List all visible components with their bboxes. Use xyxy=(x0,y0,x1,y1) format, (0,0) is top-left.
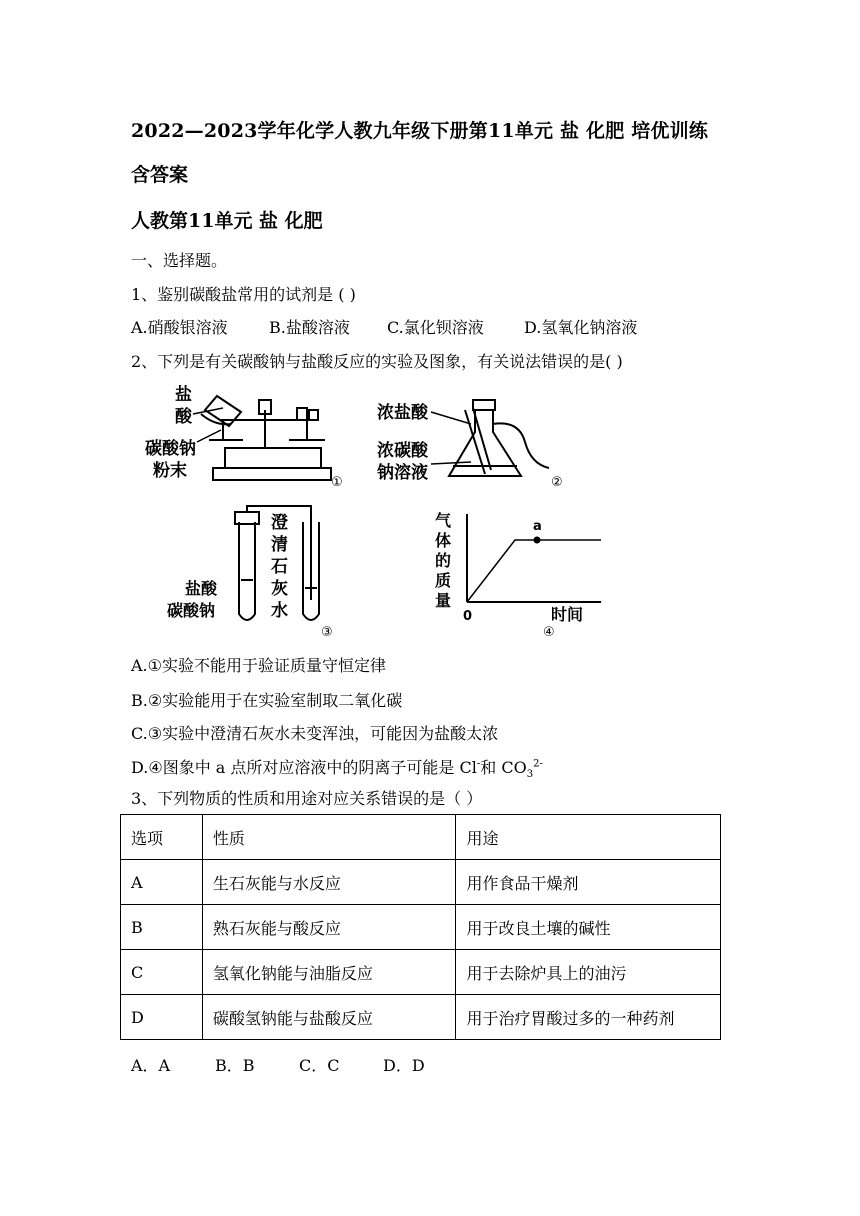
p1-label-acid-line2: 酸 xyxy=(175,407,192,427)
p2-pointer-solution xyxy=(431,462,471,464)
section-heading: 一、选择题。 xyxy=(131,251,228,270)
p3-lime-char-1: 澄 xyxy=(271,513,288,533)
q3-table xyxy=(120,814,721,1040)
panel-4-ylabel xyxy=(435,511,452,610)
cell-property: 生石灰能与水反应 xyxy=(202,860,456,905)
q2-option-d-text: D.④图象中 a 点所对应溶液中的阴离子可能是 Cl xyxy=(131,758,477,777)
q1-option-b: B.盐酸溶液 xyxy=(269,318,350,337)
p4-point-label: a xyxy=(533,519,542,534)
p4-point-a xyxy=(534,537,541,544)
question-3-options xyxy=(131,1053,425,1076)
table-row xyxy=(121,905,721,950)
p1-number: ① xyxy=(331,475,343,490)
panel-3-lime-label xyxy=(271,512,288,621)
q2-option-d-subscript: 3 xyxy=(526,769,534,781)
question-2-stem: 2、下列是有关碳酸钠与盐酸反应的实验及图象，有关说法错误的是( ) xyxy=(131,352,623,371)
p1-label-powder-line2: 粉末 xyxy=(153,461,187,481)
q1-option-d: D.氢氧化钠溶液 xyxy=(524,318,638,337)
cell-use: 用于去除炉具上的油污 xyxy=(456,950,721,995)
p3-lime-char-4: 灰 xyxy=(271,579,288,599)
table-row xyxy=(121,950,721,995)
p3-lime-char-5: 水 xyxy=(271,601,288,621)
p3-number: ③ xyxy=(321,625,333,640)
q3-option-b: B．B xyxy=(215,1056,255,1075)
q3-option-d: D．D xyxy=(383,1056,425,1075)
cell-use: 用作食品干燥剂 xyxy=(456,860,721,905)
cell-property: 氢氧化钠能与油脂反应 xyxy=(202,950,456,995)
p1-label-powder-line1: 碳酸钠 xyxy=(145,439,196,459)
table-row xyxy=(121,860,721,905)
q3-option-c: C．C xyxy=(299,1056,340,1075)
cell-option: D xyxy=(121,995,203,1040)
header-property: 性质 xyxy=(202,815,456,860)
p4-ylabel-char-2: 体 xyxy=(435,531,452,550)
panel-2-flask xyxy=(449,400,549,476)
question-1-options xyxy=(131,315,637,338)
cell-option: C xyxy=(121,950,203,995)
q2-option-d-charge-2: 2- xyxy=(533,758,543,770)
experiment-figure xyxy=(131,378,601,640)
cell-use: 用于改良土壤的碱性 xyxy=(456,905,721,950)
question-3-stem: 3、下列物质的性质和用途对应关系错误的是（ ） xyxy=(131,789,483,808)
cell-property: 熟石灰能与酸反应 xyxy=(202,905,456,950)
q2-option-d-charge-1: - xyxy=(476,758,481,770)
p3-label-hcl: 盐酸 xyxy=(185,579,218,598)
p4-ylabel-char-3: 的 xyxy=(435,551,452,570)
header-option: 选项 xyxy=(121,815,203,860)
p2-label-solution-line2: 钠溶液 xyxy=(377,463,428,483)
p4-ylabel-char-1: 气 xyxy=(435,511,452,530)
cell-option: A xyxy=(121,860,203,905)
p3-lime-char-2: 清 xyxy=(271,535,288,555)
p2-number: ② xyxy=(551,475,563,490)
p2-pointer-hcl xyxy=(431,412,471,424)
q2-option-a: A.①实验不能用于验证质量守恒定律 xyxy=(131,656,386,675)
cell-option: B xyxy=(121,905,203,950)
table-row xyxy=(121,995,721,1040)
p4-xlabel: 时间 xyxy=(551,605,584,624)
cell-use: 用于治疗胃酸过多的一种药剂 xyxy=(456,995,721,1040)
p4-ylabel-char-5: 量 xyxy=(435,591,452,610)
unit-heading: 人教第11单元 盐 化肥 xyxy=(131,210,323,232)
question-1-stem: 1、鉴别碳酸盐常用的试剂是 ( ) xyxy=(131,285,356,304)
q1-option-a: A.硝酸银溶液 xyxy=(131,318,228,337)
table-header-row xyxy=(121,815,721,860)
q2-option-b: B.②实验能用于在实验室制取二氧化碳 xyxy=(131,691,403,710)
p3-label-na2co3: 碳酸钠 xyxy=(167,601,216,620)
q2-option-c: C.③实验中澄清石灰水未变浑浊，可能因为盐酸太浓 xyxy=(131,724,499,743)
p3-lime-char-3: 石 xyxy=(271,557,288,577)
q1-option-c: C.氯化钡溶液 xyxy=(387,318,484,337)
q2-option-d xyxy=(131,755,543,780)
p4-ylabel-char-4: 质 xyxy=(435,571,452,590)
header-use: 用途 xyxy=(456,815,721,860)
p2-label-hcl: 浓盐酸 xyxy=(377,403,428,423)
q3-option-a: A．A xyxy=(131,1056,171,1075)
document-title-continued: 含答案 xyxy=(131,164,189,186)
q2-option-d-mid: 和 CO xyxy=(480,758,527,777)
cell-property: 碳酸氢钠能与盐酸反应 xyxy=(202,995,456,1040)
p4-origin: 0 xyxy=(463,609,473,624)
p2-label-solution-line1: 浓碳酸 xyxy=(377,441,428,461)
document-title: 2022—2023学年化学人教九年级下册第11单元 盐 化肥 培优训练 xyxy=(131,120,709,142)
p1-label-acid-line1: 盐 xyxy=(175,385,192,405)
p4-number: ④ xyxy=(543,625,555,640)
